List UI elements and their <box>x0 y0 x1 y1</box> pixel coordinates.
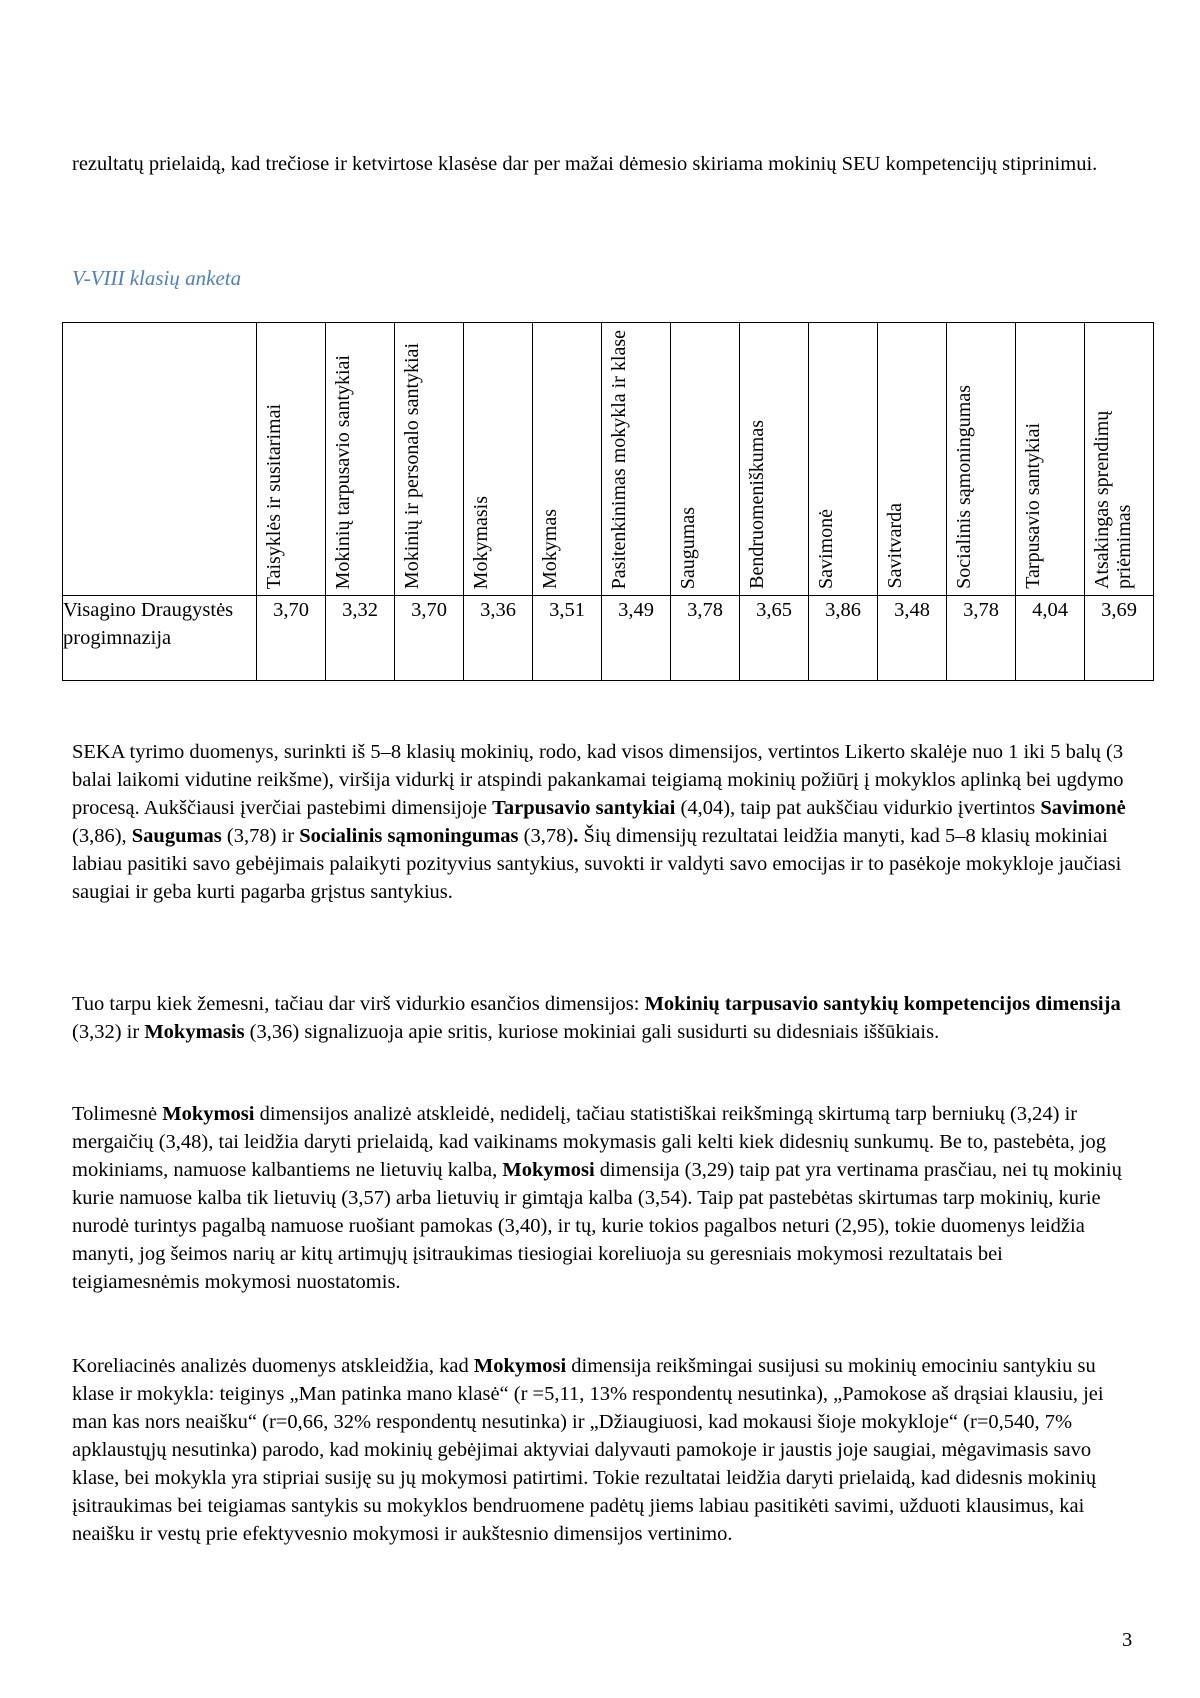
intro-paragraph: rezultatų prielaidą, kad trečiose ir ketvirtose klasėse dar per mažai dėmesio skiriama mokinių SEU kompetencijų stiprinimui. <box>72 153 1098 175</box>
dimension-label: Mokinių ir personalo santykiai <box>401 342 423 589</box>
page-number: 3 <box>1122 1629 1133 1651</box>
table-corner-cell <box>63 323 257 596</box>
dimension-header <box>395 323 464 596</box>
dimension-label: Bendruomeniškumas <box>746 420 768 589</box>
dimension-header <box>602 323 671 596</box>
value-cell: 3,86 <box>809 596 878 681</box>
dimension-label: Taisyklės ir susitarimai <box>263 403 285 589</box>
text-run: dimensijos analizė atskleidė, nedidelį, tačiau statistiškai reikšmingą skirtumą tarp berniukų (3,24) ir mergaičių (3,48), tai leidžia daryti prielaidą, kad vaikinams mokymasis gali kelti kiek didesnių sunkumų. Be to, pastebėta, jog mokiniams, namuose kalbantiems ne lietuvių kalba, <box>72 1103 1107 1181</box>
dimension-header <box>809 323 878 596</box>
table-row <box>63 596 1154 681</box>
dimension-label: Savitvarda <box>884 503 906 589</box>
text-run: (4,04), taip pat aukščiau vidurkio įvertintos <box>675 797 1041 819</box>
paragraph-correlation <box>72 1352 1132 1548</box>
school-name-cell: Visagino Draugystės progimnazija <box>63 596 257 681</box>
value-cell: 3,49 <box>602 596 671 681</box>
bold-term: . <box>573 825 579 847</box>
dimension-label: Mokymasis <box>470 495 492 589</box>
value-cell: 3,65 <box>740 596 809 681</box>
dimension-label: Saugumas <box>677 506 699 589</box>
bold-term: Mokymosi <box>162 1103 255 1125</box>
dimension-header <box>533 323 602 596</box>
dimension-header <box>257 323 326 596</box>
dimension-header <box>326 323 395 596</box>
value-cell: 3,36 <box>464 596 533 681</box>
bold-term: Mokymasis <box>144 1021 245 1043</box>
text-run: Koreliacinės analizės duomenys atskleidžia, kad <box>72 1355 474 1377</box>
bold-term: Tarpusavio santykiai <box>492 797 676 819</box>
dimension-header <box>671 323 740 596</box>
bold-term: Mokymosi <box>502 1159 595 1181</box>
paragraph-summary <box>72 738 1132 906</box>
paragraph-lower-dimensions <box>72 990 1132 1046</box>
section-heading: V-VIII klasių anketa <box>72 266 242 290</box>
text-run: (3,36) signalizuoja apie sritis, kuriose mokiniai gali susidurti su didesniais iššūkiais. <box>244 1021 940 1043</box>
value-cell: 4,04 <box>1016 596 1085 681</box>
text-run: (3,86), <box>72 825 132 847</box>
value-cell: 3,78 <box>671 596 740 681</box>
table-header-row <box>63 323 1154 596</box>
dimension-label: Mokinių tarpusavio santykiai <box>332 354 354 589</box>
value-cell: 3,70 <box>395 596 464 681</box>
text-run: (3,78) <box>518 825 574 847</box>
text-run: Tuo tarpu kiek žemesni, tačiau dar virš vidurkio esančios dimensijos: <box>72 993 645 1015</box>
bold-term: Saugumas <box>131 825 222 847</box>
dimension-label: Savimonė <box>815 509 837 589</box>
dimension-header <box>740 323 809 596</box>
dimension-label: Pasitenkinimas mokykla ir klase <box>608 329 630 589</box>
dimension-header <box>1085 323 1154 596</box>
dimension-header <box>464 323 533 596</box>
value-cell: 3,78 <box>947 596 1016 681</box>
dimension-label: Tarpusavio santykiai <box>1022 423 1044 589</box>
results-table <box>62 322 1154 681</box>
dimension-label: Atsakingas sprendimų priėmimas <box>1091 410 1135 589</box>
text-run: Tolimesnė <box>72 1103 163 1125</box>
bold-term: Mokymosi <box>473 1355 567 1377</box>
value-cell: 3,51 <box>533 596 602 681</box>
value-cell: 3,69 <box>1085 596 1154 681</box>
text-run: (3,32) ir <box>72 1021 145 1043</box>
dimension-header <box>1016 323 1085 596</box>
dimension-label: Socialinis sąmoningumas <box>953 385 975 589</box>
dimension-header <box>878 323 947 596</box>
dimension-header <box>947 323 1016 596</box>
value-cell: 3,70 <box>257 596 326 681</box>
text-run: SEKA tyrimo duomenys, surinkti iš 5–8 klasių mokinių, rodo, kad visos dimensijos, vertintos Likerto skalėje nuo 1 iki 5 balų (3 balai laikomi vidutine reikšme), viršija vidurkį ir atspindi pakankamai teigiamą mokinių požiūrį į mokyklos aplinką bei ugdymo procesą. Aukščiausi įverčiai pastebimi dimensijoje <box>72 741 1124 819</box>
value-cell: 3,32 <box>326 596 395 681</box>
bold-term: Mokinių tarpusavio santykių kompetencijos dimensija <box>644 993 1121 1015</box>
bold-term: Savimonė <box>1040 797 1126 819</box>
bold-term: Socialinis sąmoningumas <box>299 825 519 847</box>
paragraph-learning-analysis <box>72 1100 1132 1296</box>
dimension-label: Mokymas <box>539 509 561 589</box>
value-cell: 3,48 <box>878 596 947 681</box>
text-run: dimensija reikšmingai susijusi su mokinių emociniu santykiu su klase ir mokykla: teiginys „Man patinka mano klasė“ (r =5,11, 13% respondentų nesutinka), „Pamokose aš drąsiai klausiu, jei man kas nors neaišku“ (r=0,66, 32% respondentų nesutinka) ir „Džiaugiuosi, kad mokausi šioje mokykloje“ (r=0,540, 7% apklaustųjų nesutinka) parodo, kad mokinių gebėjimai aktyviai dalyvauti pamokoje ir jaustis joje saugiai, mėgavimasis savo klase, bei mokykla yra stipriai susiję su jų mokymosi patirtimi. Tokie rezultatai leidžia daryti prielaidą, kad didesnis mokinių įsitraukimas bei teigiamas santykis su mokyklos bendruomene padėtų jiems labiau pasitikėti savimi, užduoti klausimus, kai neaišku ir vestų prie efektyvesnio mokymosi ir aukštesnio dimensijos vertinimo. <box>72 1355 1104 1545</box>
text-run: dimensija (3,29) taip pat yra vertinama prasčiau, nei tų mokinių kurie namuose kalba tik lietuvių (3,57) arba lietuvių ir gimtąja kalba (3,54). Taip pat pastebėtas skirtumas tarp mokinių, kurie nurodė turintys pagalbą namuose ruošiant pamokas (3,40), ir tų, kurie tokios pagalbos neturi (2,95), tokie duomenys leidžia manyti, jog šeimos narių ar kitų artimųjų įsitraukimas tiesiogiai koreliuoja su geresniais mokymosi rezultatais bei teigiamesnėmis mokymosi nuostatomis. <box>72 1159 1122 1293</box>
text-run: (3,78) ir <box>221 825 300 847</box>
text-run: Šių dimensijų rezultatai leidžia manyti, kad 5–8 klasių mokiniai labiau pasitiki savo gebėjimais palaikyti pozityvius santykius, suvokti ir valdyti savo emocijas ir to pasėkoje mokykloje jaučiasi saugiai ir geba kurti pagarba grįstus santykius. <box>72 825 1122 903</box>
